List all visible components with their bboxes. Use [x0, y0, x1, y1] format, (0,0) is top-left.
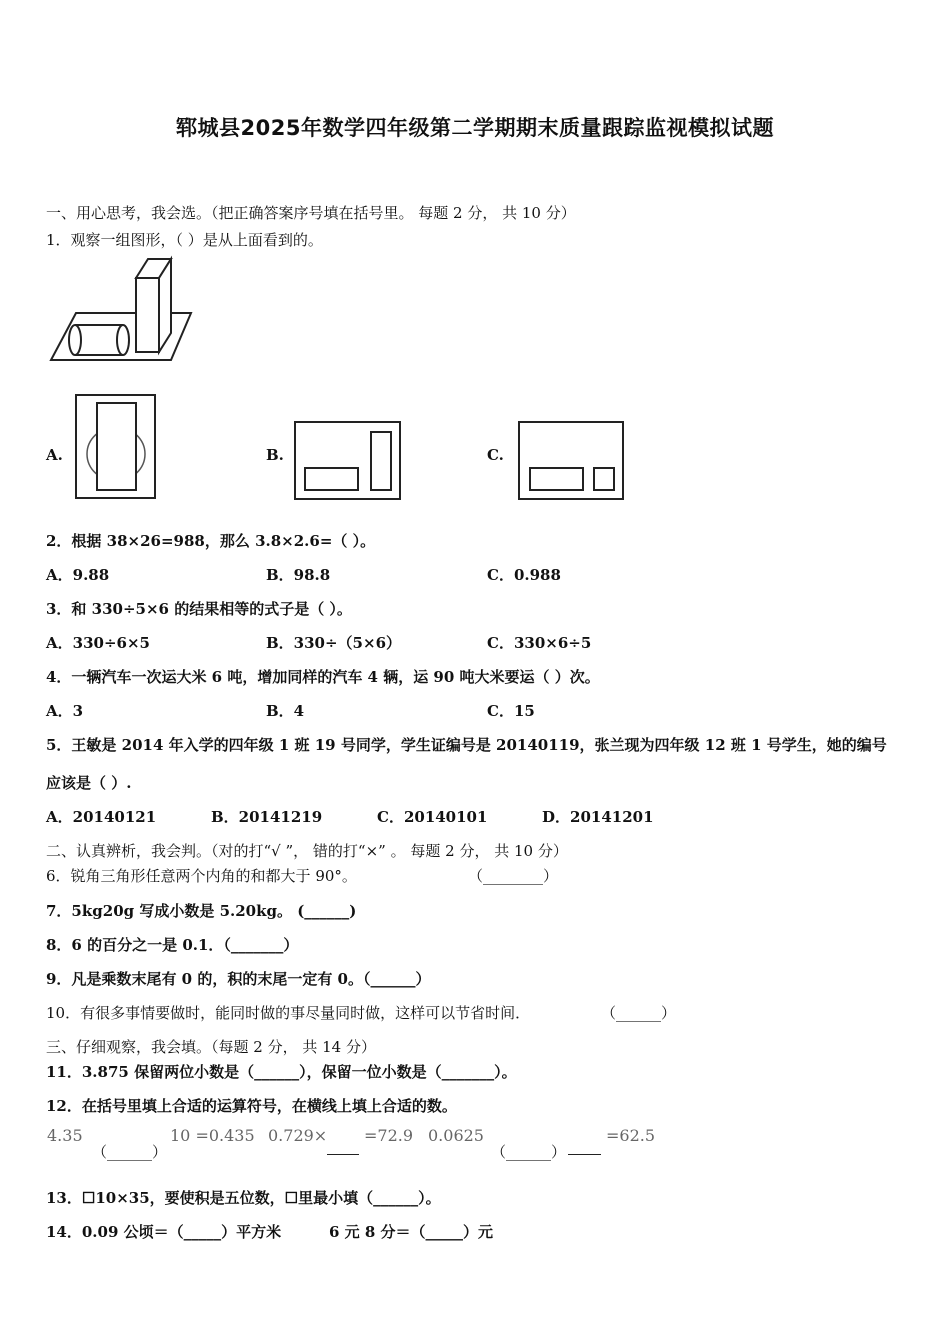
q12-eq-1-result: 10 =0.435 [170, 1126, 255, 1145]
q1-option-b-label[interactable]: B. [266, 446, 284, 464]
3d-solid-figure [46, 255, 196, 367]
q1-option-a-view[interactable] [75, 394, 157, 500]
q12-eq-3-result: =62.5 [606, 1126, 656, 1145]
q4-option-a[interactable]: A．3 [46, 702, 84, 720]
question-11: 11．3.875 保留两位小数是（______），保留一位小数是（_______）。 [46, 1063, 517, 1081]
q12-term-0-0625: 0.0625 [428, 1126, 484, 1145]
question-3: 3．和 330÷5×6 的结果相等的式子是（ ）。 [46, 600, 352, 618]
question-1: 1．观察一组图形，（ ）是从上面看到的。 [46, 231, 323, 249]
question-10: 10．有很多事情要做时，能同时做的事尽量同时做，这样可以节省时间． [46, 1004, 531, 1022]
q1-option-c-view[interactable] [518, 421, 625, 501]
q5-option-d[interactable]: D．20141201 [542, 808, 654, 826]
question-4: 4．一辆汽车一次运大米 6 吨，增加同样的汽车 4 辆，运 90 吨大米要运（ ）次。 [46, 668, 600, 686]
q4-option-c[interactable]: C．15 [487, 702, 535, 720]
question-2: 2．根据 38×26=988，那么 3.8×2.6=（ ）。 [46, 532, 376, 550]
q2-option-a[interactable]: A．9.88 [46, 566, 110, 584]
q12-term-0-729: 0.729× [268, 1126, 328, 1145]
q12-number-blank-2[interactable] [568, 1154, 601, 1155]
q2-option-c[interactable]: C．0.988 [487, 566, 561, 584]
question-8: 8．6 的百分之一是 0.1．（_______） [46, 936, 299, 954]
q3-option-c[interactable]: C．330×6÷5 [487, 634, 592, 652]
q3-option-b[interactable]: B．330÷（5×6） [266, 634, 402, 652]
question-6: 6．锐角三角形任意两个内角的和都大于 90°。 [46, 867, 357, 885]
q12-term-4-35: 4.35 [47, 1126, 83, 1145]
q5-option-a[interactable]: A．20140121 [46, 808, 157, 826]
question-9: 9．凡是乘数末尾有 0 的，积的末尾一定有 0。（______） [46, 970, 431, 988]
q5-option-c[interactable]: C．20140101 [377, 808, 488, 826]
q1-option-a-label[interactable]: A. [46, 446, 63, 464]
section-3-heading: 三、仔细观察，我会填。（每题 2 分， 共 14 分） [46, 1038, 376, 1056]
q12-operator-blank-1[interactable]: （______） [92, 1143, 168, 1161]
section-2-heading: 二、认真辨析，我会判。（对的打“√ ”， 错的打“×” 。 每题 2 分， 共 10 分） [46, 842, 568, 860]
question-14-part-1: 14．0.09 公顷＝（_____）平方米 [46, 1223, 282, 1241]
q4-option-b[interactable]: B．4 [266, 702, 305, 720]
question-5-line-1: 5．王敏是 2014 年入学的四年级 1 班 19 号同学，学生证编号是 20140119，张兰现为四年级 12 班 1 号学生，她的编号 [46, 736, 887, 754]
q3-option-a[interactable]: A．330÷6×5 [46, 634, 150, 652]
section-1-heading: 一、用心思考，我会选。（把正确答案序号填在括号里。 每题 2 分， 共 10 分） [46, 204, 576, 222]
q12-number-blank-1[interactable] [327, 1154, 359, 1155]
q5-option-b[interactable]: B．20141219 [211, 808, 323, 826]
q1-option-b-view[interactable] [294, 421, 402, 501]
question-5-line-2: 应该是（ ）. [46, 774, 132, 792]
q1-option-c-label[interactable]: C. [487, 446, 504, 464]
question-7: 7．5kg20g 写成小数是 5.20kg。 (______) [46, 902, 357, 920]
q2-option-b[interactable]: B．98.8 [266, 566, 331, 584]
q12-operator-blank-2[interactable]: （______） [491, 1143, 567, 1161]
question-14-part-2: 6 元 8 分＝（_____）元 [329, 1223, 494, 1241]
q10-answer-blank[interactable]: （______） [601, 1004, 677, 1022]
q12-eq-2-result: =72.9 [364, 1126, 414, 1145]
question-13: 13．☐10×35，要使积是五位数，☐里最小填（______）。 [46, 1189, 441, 1207]
q6-answer-blank[interactable]: （________） [468, 867, 559, 885]
page-title: 郓城县2025年数学四年级第二学期期末质量跟踪监视模拟试题 [176, 116, 774, 140]
question-12: 12．在括号里填上合适的运算符号，在横线上填上合适的数。 [46, 1097, 457, 1115]
